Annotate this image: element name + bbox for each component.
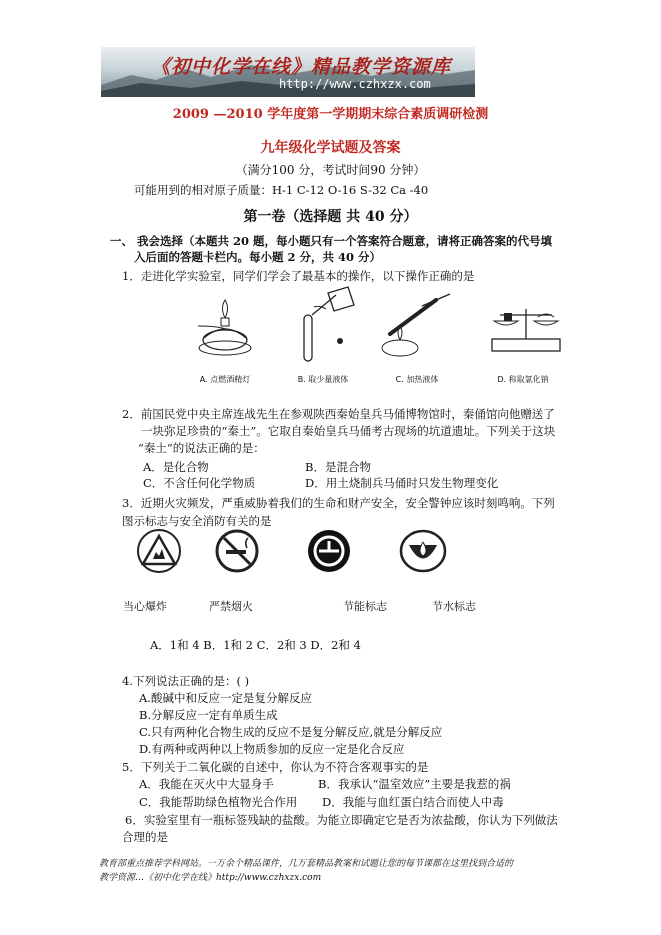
atomic-masses: 可能用到的相对原子质量：H-1 C-12 O-16 S-32 Ca -40 [134,183,429,197]
q2-option-c: C．不含任何化学物质 [143,476,256,490]
figure-weighing-sodium-chloride [486,293,566,357]
sign-label-2: 严禁烟火 [209,600,253,613]
section-intro-line-2: 入后面的答题卡栏内。每小题 2 分，共 40 分） [134,250,382,264]
banner-title: 《初中化学在线》精品教学资源库 [151,56,452,78]
section-intro-line-1: 一、 我会选择（本题共 20 题，每小题只有一个答案符合题意，请将正确答案的代号填 [110,234,553,248]
q5-stem: 5．下列关于二氧化碳的自述中，你认为不符合客观事实的是 [122,760,429,774]
q4-option-b: B.分解反应一定有单质生成 [139,708,278,722]
energy-saving-icon [306,528,352,577]
figure-heating-liquid [378,290,458,360]
sign-explosion-icon [136,528,182,577]
figure-taking-liquid [290,285,360,365]
q6-stem-line-2: 合理的是 [122,830,168,844]
no-smoking-fire-icon [214,528,260,577]
q5-option-b: B．我承认“温室效应”主要是我惹的祸 [318,777,511,791]
sign-label-1: 当心爆炸 [123,600,167,613]
q5-option-d: D．我能与血红蛋白结合而使人中毒 [322,795,504,809]
q3-stem-line-2: 图示标志与安全消防有关的是 [122,514,272,528]
exam-info: （满分100 分，考试时间90 分钟） [235,163,426,177]
q1-stem: 1．走进化学实验室，同学们学会了最基本的操作，以下操作正确的是 [122,269,475,283]
banner-url[interactable]: http://www.czhxzx.com [279,77,431,91]
q2-stem-line-3: “秦土“的说法正确的是： [138,441,265,455]
q6-stem-line-1: 6．实验室里有一瓶标签残缺的盐酸。为能立即确定它是否为浓盐酸，你认为下列做法 [125,813,558,827]
q4-option-d: D.有两种或两种以上物质参加的反应一定是化合反应 [139,742,405,756]
q2-option-d: D．用土烧制兵马俑时只发生物理变化 [305,476,499,490]
sign-label-4: 节水标志 [432,600,476,613]
q4-stem: 4.下列说法正确的是：( ) [122,674,250,688]
figure-caption-a: A. 点燃酒精灯 [199,375,251,384]
q4-option-c: C.只有两种化合物生成的反应不是复分解反应,就是分解反应 [139,725,443,739]
q3-stem-line-1: 3．近期火灾频发，严重威胁着我们的生命和财产安全，安全警钟应该时刻鸣响。下列 [122,496,555,510]
figure-caption-c: C. 加热液体 [395,375,439,384]
q2-stem-line-2: 一块弥足珍贵的“秦土”。它取自秦始皇兵马俑考古现场的坑道遗址。下列关于这块 [141,424,556,438]
figure-caption-d: D. 称取氯化钠 [497,375,549,384]
water-saving-icon [398,528,448,577]
sign-label-3: 节能标志 [343,600,387,613]
q3-options: A．1和 4 B．1和 2 C．2和 3 D．2和 4 [150,638,361,652]
site-banner [101,47,475,97]
q5-option-a: A．我能在灭火中大显身手 [139,777,274,791]
q5-option-c: C．我能帮助绿色植物光合作用 [139,795,298,809]
footer-line-2[interactable]: 教学资源…《初中化学在线》http://www.czhxzx.com [99,873,322,883]
q2-stem-line-1: 2．前国民党中央主席连战先生在参观陕西秦始皇兵马俑博物馆时，秦俑馆向他赠送了 [122,407,555,421]
q2-option-b: B．是混合物 [305,460,371,474]
part-title: 第一卷（选择题 共 40 分） [243,209,418,225]
subject-title: 九年级化学试题及答案 [260,140,401,156]
q4-option-a: A.酸碱中和反应一定是复分解反应 [139,691,312,705]
figure-lighting-alcohol-lamp [190,290,260,360]
q2-option-a: A．是化合物 [143,460,209,474]
figure-caption-b: B. 取少量液体 [297,375,349,384]
footer-line-1: 教育部重点推荐学科网站。一万余个精品课件，几万套精品教案和试题让您的每节课都在这里找到合适的 [99,859,514,869]
term-title: 2009 —2010 学年度第一学期期末综合素质调研检测 [172,107,489,122]
